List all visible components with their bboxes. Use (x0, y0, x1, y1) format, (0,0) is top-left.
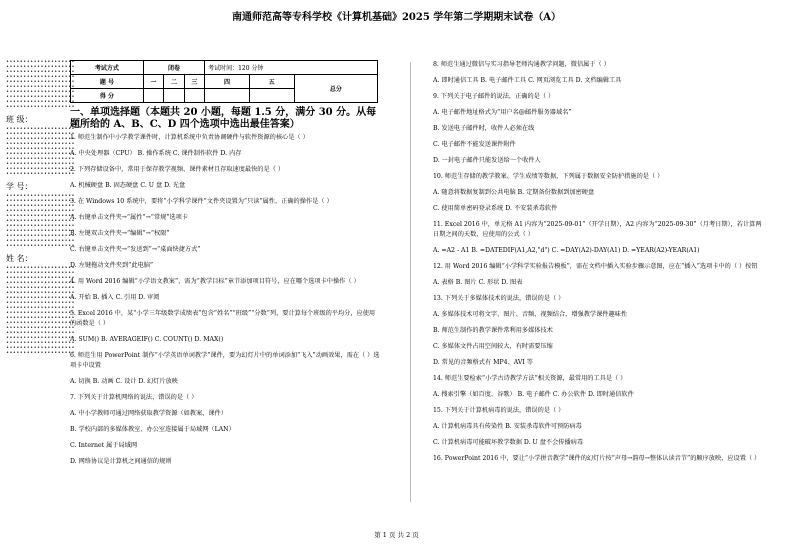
question-option: A. 右键单击文件夹→“属性”→“常规”选项卡 (70, 214, 189, 221)
question (70, 309, 380, 351)
dotted-line: •••••••••••••••••••• (6, 243, 75, 249)
question-option: A. 随意将数据复制到公共电脑 B. 定期备份数据到加密硬盘 (433, 189, 595, 196)
question-text: 14. 师范生要检索“小学古诗教学方法”相关资源，最常用的工具是（ ） (433, 375, 627, 382)
dotted-line: •••••••••••••••••••• (6, 89, 75, 95)
dotted-line: •••••••••••••••••••• (6, 126, 75, 132)
score-cell (143, 89, 163, 103)
question-options: A. 搜索引擎（如百度、谷歌） B. 电子邮件 C. 办公软件 D. 即时通信软件 (433, 391, 634, 398)
section-header: 二 (164, 75, 184, 89)
question-options: A. 表格 B. 图片 C. 形状 D. 图表 (433, 279, 523, 286)
section-heading: 一、单项选择题（本题共 20 小题，每题 1.5 分，满分 30 分。从每题所给的 A、B、C、D 四个选项中选出最佳答案） (70, 107, 377, 130)
dotted-line: •••••••••••••••••••• (6, 270, 75, 276)
dotted-line: •••••••••••••••••••• (6, 228, 75, 234)
question (433, 294, 763, 374)
question (433, 374, 763, 406)
question (70, 133, 380, 165)
dotted-line: •••••••••••••••••••• (6, 290, 75, 296)
question-text: 5. Excel 2016 中，某“小学三年级数学成绩表”包含“姓名”“班级”“分数”列，要计算每个班级的平均分，应使用的函数是（ ） (70, 310, 376, 327)
dotted-line: •••••••••••••••••••• (6, 94, 75, 100)
dotted-line: •••••••••••••••••••• (6, 265, 75, 271)
dotted-line: •••••••••••••••••••• (6, 340, 75, 346)
dotted-line: •••••••••••••••••••• (6, 69, 75, 75)
question-option: A. 中小学教师可通过网络获取教学资源（如教案、课件） (70, 410, 227, 417)
question-options: A. SUM() B. AVERAGEIF() C. COUNT() D. MAX() (70, 336, 224, 343)
dotted-line: •••••••••••••••••••• (6, 193, 75, 199)
question-text: 8. 师范生通过微信与实习指导老师沟通教学问题，微信属于（ ） (433, 61, 610, 68)
exam-method-value: 闭卷 (143, 61, 204, 75)
question-options: A. =A2 - A1 B. =DATEDIF(A1,A2,"d") C. =DAY(A2)-DAY(A1) D. =YEAR(A2)-YEAR(A1) (433, 247, 700, 254)
question-option: C. 电子邮件不能发送课件附件 (433, 141, 516, 148)
question-text: 6. 师范生用 PowerPoint 制作“小学英语单词教学”课件，要为幻灯片中的单词添加“飞入”动画效果，需在（ ）选项卡中设置 (70, 352, 380, 369)
question-option: A. 电子邮件地址格式为“用户名@邮件服务器域名” (433, 109, 572, 116)
name-label: 姓 名： (6, 254, 33, 263)
dotted-line: •••••••••••••••••••• (6, 335, 75, 341)
right-column (433, 60, 763, 464)
question-text: 12. 用 Word 2016 编辑“小学科学实验报告模板”，需在文档中插入实验步骤示意图，应在“插入”选项卡中的（ ）按钮 (433, 263, 758, 270)
dotted-line: •••••••••••••••••••• (6, 99, 75, 105)
exam-method-label: 考试方式 (71, 61, 144, 75)
dotted-line: •••••••••••••••••••• (6, 208, 75, 214)
dotted-line: •••••••••••••••••••• (6, 238, 75, 244)
question-text: 15. 下列关于计算机病毒的说法，错误的是（ ） (433, 407, 565, 414)
dotted-line: •••••••••••••••••••• (6, 59, 75, 65)
dotted-line: •••••••••••••••••••• (6, 233, 75, 239)
question-option: B. 左键双击文件夹→“编辑”→“权限” (70, 230, 170, 237)
dotted-line: •••••••••••••••••••• (6, 310, 75, 316)
dotted-line: •••••••••••••••••••• (6, 84, 75, 90)
question-options: A. 开始 B. 插入 C. 引用 D. 审阅 (70, 294, 160, 301)
dotted-line: •••••••••••••••••••• (6, 315, 75, 321)
question (70, 165, 380, 197)
question (70, 277, 380, 309)
question-option: D. 常见的音频格式有 MP4、AVI 等 (433, 359, 533, 366)
question-text: 13. 下列关于多媒体技术的说法，错误的是（ ） (433, 295, 565, 302)
dotted-line: •••••••••••••••••••• (6, 275, 75, 281)
question (433, 454, 763, 464)
question-text: 11. Excel 2016 中，单元格 A1 内容为“2025-09-01”（开学日期），A2 内容为“2025-09-30”（月考日期），若计算两日期之间的天数，应使用的公式（ ） (433, 221, 762, 238)
section-header: 三 (184, 75, 204, 89)
question-no-label: 题 号 (71, 75, 144, 89)
section-header: 一 (143, 75, 163, 89)
exam-title: 南通师范高等专科学校《计算机基础》2025 学年第二学期期末试卷（A） (231, 12, 562, 23)
question-options: A. 中央处理器（CPU） B. 操作系统 C. 课件制作软件 D. 内存 (70, 150, 242, 157)
question-text: 4. 用 Word 2016 编辑“小学语文教案”，需为“教学目标”章节添加项目符号，应在哪个选项卡中操作（ ） (70, 278, 360, 285)
dotted-line: •••••••••••••••••••• (6, 320, 75, 326)
dotted-line: •••••••••••••••••••• (6, 325, 75, 331)
dotted-line: •••••••••••••••••••• (6, 79, 75, 85)
question-text: 16. PowerPoint 2016 中，要让“小学拼音教学”课件的幻灯片按“声母→韵母→整体认读音节”的顺序放映，应设置（ ） (433, 455, 761, 462)
total-label: 总分 (294, 75, 377, 103)
dotted-line: •••••••••••••••••••• (6, 64, 75, 70)
question-option: A. 计算机病毒具有传染性 B. 安装杀毒软件可预防病毒 (433, 423, 582, 430)
score-cell (164, 89, 184, 103)
question-option: D. 一封电子邮件只能发送给一个收件人 (433, 157, 541, 164)
question (70, 393, 380, 467)
dotted-line: •••••••••••••••••••• (6, 146, 75, 152)
question-option: C. 多媒体文件占用空间较大，有时需要压缩 (433, 343, 553, 350)
dotted-line: •••••••••••••••••••• (6, 223, 75, 229)
dotted-line: •••••••••••••••••••• (6, 345, 75, 351)
question-text: 3. 在 Windows 10 系统中，要将“小学科学课件”文件夹设置为“只读”属性，正确的操作是（ ） (70, 198, 333, 205)
dotted-line: •••••••••••••••••••• (6, 198, 75, 204)
question (433, 262, 763, 294)
question-option: A. 多媒体技术可将文字、图片、音频、视频结合，增强教学课件趣味性 (433, 311, 628, 318)
binding-margin (6, 59, 75, 500)
question-option: B. 学校内部的多媒体教室、办公室连接属于局域网（LAN） (70, 426, 235, 433)
dotted-line: •••••••••••••••••••• (6, 285, 75, 291)
dotted-line: •••••••••••••••••••• (6, 136, 75, 142)
question-options: A. 切换 B. 动画 C. 设计 D. 幻灯片放映 (70, 378, 178, 385)
dotted-line: •••••••••••••••••••• (6, 141, 75, 147)
dotted-line: •••••••••••••••••••• (6, 156, 75, 162)
question (433, 92, 763, 172)
dotted-line: •••••••••••••••••••• (6, 295, 75, 301)
section-header: 四 (205, 75, 250, 89)
page-footer: 第 1 页 共 2 页 (374, 531, 419, 539)
dotted-line: •••••••••••••••••••• (6, 74, 75, 80)
dotted-line: •••••••••••••••••••• (6, 104, 75, 110)
score-table (70, 60, 378, 103)
question-option: C. 计算机病毒可能破坏教学数据 D. U 盘不会传播病毒 (433, 439, 584, 446)
column-divider (410, 62, 411, 502)
question (433, 172, 763, 220)
question-option: D. 左键拖动文件夹到“此电脑” (70, 262, 154, 269)
dotted-line: •••••••••••••••••••• (6, 171, 75, 177)
score-cell (184, 89, 204, 103)
dotted-line: •••••••••••••••••••• (6, 131, 75, 137)
question (70, 197, 380, 277)
dotted-line: •••••••••••••••••••• (6, 280, 75, 286)
question-text: 7. 下列关于计算机网络的说法，错误的是（ ） (70, 394, 198, 401)
dotted-line: •••••••••••••••••••• (6, 161, 75, 167)
question-options: A. 即时通信工具 B. 电子邮件工具 C. 网页浏览工具 D. 文档编辑工具 (433, 77, 622, 84)
section-header: 五 (249, 75, 294, 89)
dotted-line: •••••••••••••••••••• (6, 218, 75, 224)
question-text: 9. 下列关于电子邮件的说法，正确的是（ ） (433, 93, 555, 100)
dotted-line: •••••••••••••••••••• (6, 350, 75, 356)
question (70, 351, 380, 393)
question (433, 60, 763, 92)
question-options: A. 机械硬盘 B. 固态硬盘 C. U 盘 D. 光盘 (70, 182, 186, 189)
question (433, 220, 763, 262)
question-option: C. 使用简单密码登录系统 D. 不安装杀毒软件 (433, 205, 558, 212)
left-column (70, 60, 380, 467)
dotted-line: •••••••••••••••••••• (6, 305, 75, 311)
question-text: 10. 师范生存储的教学教案、学生成绩等数据，下列属于数据安全防护措施的是（ ） (433, 173, 664, 180)
dotted-line: •••••••••••••••••••• (6, 151, 75, 157)
student-id-label: 学 号： (6, 182, 33, 191)
question-text: 1. 师范生制作中小学教学课件时，计算机系统中负责协调硬件与软件资源的核心是（ ） (70, 134, 309, 141)
dotted-line: •••••••••••••••••••• (6, 330, 75, 336)
dotted-line: •••••••••••••••••••• (6, 166, 75, 172)
dotted-line: •••••••••••••••••••• (6, 203, 75, 209)
question (433, 406, 763, 454)
score-cell (205, 89, 250, 103)
question-option: C. 右键单击文件夹→“发送到”→“桌面快捷方式” (70, 246, 201, 253)
question-text: 2. 下列存储设备中，常用于保存教学视频、课件素材且存取速度最快的是（ ） (70, 166, 285, 173)
class-label: 班 级： (6, 115, 33, 124)
dotted-line: •••••••••••••••••••• (6, 300, 75, 306)
score-label: 得 分 (71, 89, 144, 103)
dotted-line: •••••••••••••••••••• (6, 213, 75, 219)
score-cell (249, 89, 294, 103)
question-option: D. 网络协议是计算机之间通信的规则 (70, 458, 172, 465)
exam-time: 考试时间：120 分钟 (205, 61, 378, 75)
question-option: B. 发送电子邮件时，收件人必须在线 (433, 125, 535, 132)
question-option: B. 师范生制作的教学课件常利用多媒体技术 (433, 327, 553, 334)
question-option: C. Internet 属于局域网 (70, 442, 138, 449)
